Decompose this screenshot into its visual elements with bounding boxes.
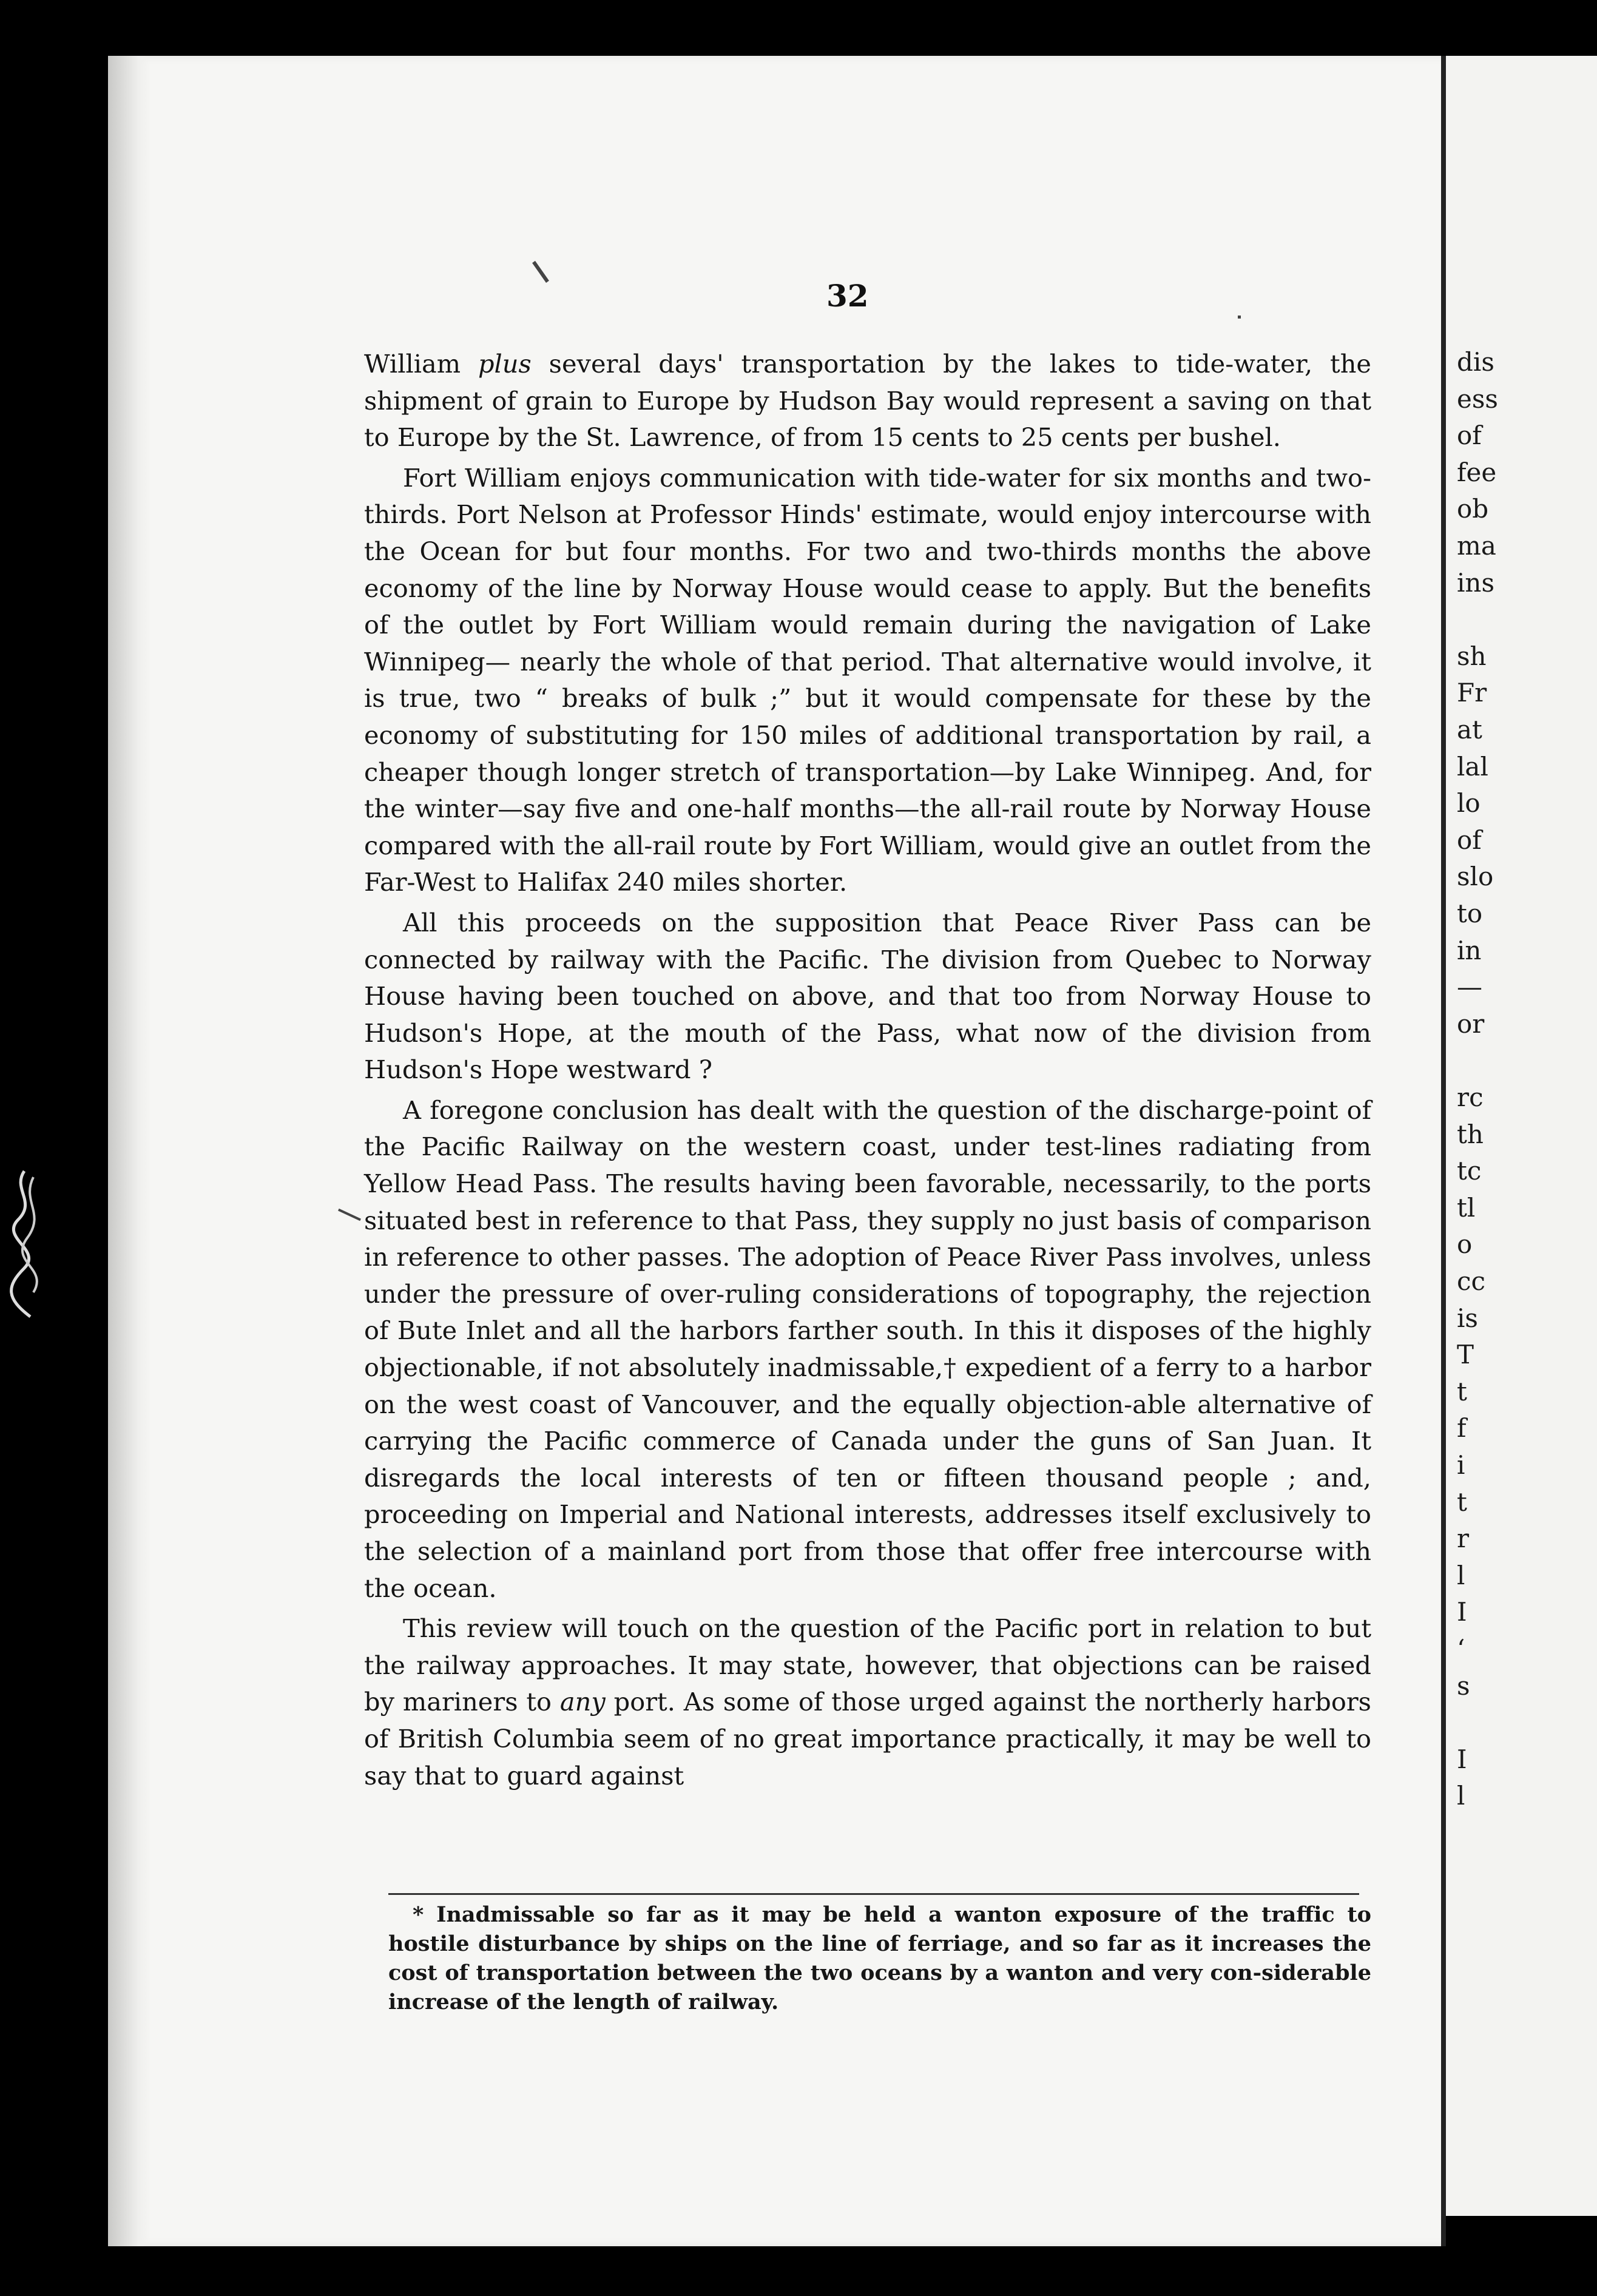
adjacent-page-line: ma [1457,531,1496,561]
adjacent-page-line: l [1457,1781,1465,1811]
edge-scribble [0,1165,55,1323]
adjacent-page-line: to [1457,899,1483,928]
adjacent-page-line: of [1457,825,1482,855]
page-number: 32 [826,278,869,314]
adjacent-page-line: s [1457,1670,1470,1701]
adjacent-page-line: ‘ [1457,1634,1465,1664]
adjacent-page-line: slo [1457,862,1494,892]
adjacent-page-line: rc [1457,1082,1484,1112]
page-gutter [1441,56,1446,2246]
adjacent-page-fragment [1446,56,1597,2216]
body-text [364,346,1371,1794]
paragraph: All this proceeds on the supposition that Peace River Pass can be connected by railway with the Pacific. The division from Quebec to Norway House having been touched on above, and that too from Norway House to Hudson's Hope, at the mouth of the Pass, what now of the division from Hudson's Hope westward ? [364,907,1371,1085]
adjacent-page-line: th [1457,1119,1484,1149]
adjacent-page-line: Fr [1457,678,1487,708]
adjacent-page-line: I [1457,1744,1467,1774]
paragraph: Fort William enjoys communication with tide-water for six months and two-thirds. Port Nelson at Professor Hinds' estimate, would enjoy intercourse with the Ocean for but four months. For two and two-thirds months the above economy of the line by Norway House would cease to apply. But the benefits of the outlet by Fort William would remain during the navigation of Lake Winnipeg— nearly the whole of that period. That alternative would involve, it is true, two “ breaks of bulk ;” but it would compensate for these by the economy of substituting for 150 miles of additional transportation by rail, a cheaper though longer stretch of transportation—by Lake Winnipeg. And, for the winter—say five and one-half months—the all-rail route by Norway House compared with the all-rail route by Fort William, would give an outlet from the Far-West to Halifax 240 miles shorter. [364,462,1371,897]
adjacent-page-line: — [1457,972,1482,1002]
adjacent-page-line: sh [1457,641,1487,671]
adjacent-page-line: ob [1457,494,1489,524]
paragraph: A foregone conclusion has dealt with the question of the discharge-point of the Pacific Railway on the western coast, under test-lines radiating from Yellow Head Pass. The results having been favorable, necessarily, to the ports situated best in reference to that Pass, they supply no just basis of comparison in reference to other passes. The adoption of Peace River Pass involves, unless under the pressure of over-ruling considerations of topography, the rejection of Bute Inlet and all the harbors farther south. In this it disposes of the highly objectionable, if not absolutely inadmissable,† expedient of a ferry to a harbor on the west coast of Vancouver, and the equally objection-able alternative of carrying the Pacific commerce of Canada under the guns of San Juan. It disregards the local interests of ten or fifteen thousand people ; and, proceeding on Imperial and National interests, addresses itself exclusively to the selection of a mainland port from those that offer free intercourse with the ocean. [364,1095,1371,1603]
adjacent-page-line: T [1457,1340,1474,1370]
adjacent-page-line: of [1457,420,1482,451]
adjacent-page-line: dis [1457,347,1494,377]
adjacent-page-line: lal [1457,751,1488,782]
adjacent-page-line: f [1457,1413,1467,1443]
italic-word: any [559,1687,606,1717]
adjacent-page-line: fee [1457,457,1497,487]
footnote: * Inadmissable so far as it may be held a wanton exposure of the traffic to hostile disturbance by ships on the line of ferriage, and so far as it increases the cost of transportation between the two oceans by a wanton and very con-siderable increase of the length of railway. [388,1902,1371,2014]
adjacent-page-line: in [1457,935,1482,965]
adjacent-page-line: ess [1457,383,1498,414]
adjacent-page-line: o [1457,1229,1473,1260]
paragraph: This review will touch on the question of the Pacific port in relation to but the railway approaches. It may state, however, that objections can be raised by mariners to any port. As some of those urged against the northerly harbors of British Columbia seem of no great importance practically, it may be well to say that to guard against [364,1613,1371,1791]
adjacent-page-line: I [1457,1597,1467,1627]
adjacent-page-line: cc [1457,1266,1486,1296]
adjacent-page-line: i [1457,1450,1465,1480]
adjacent-page-line: lo [1457,788,1481,819]
scan-mark [1238,316,1241,319]
adjacent-page-line: tc [1457,1156,1482,1186]
adjacent-page-line: tl [1457,1192,1476,1223]
binding-shadow [108,56,152,2246]
footnote-rule [388,1893,1359,1895]
adjacent-page-line: t [1457,1376,1467,1406]
italic-word: plus [478,349,532,379]
adjacent-page-line: is [1457,1303,1478,1333]
adjacent-page-line: r [1457,1524,1470,1554]
paragraph: William plus several days' transportation by the lakes to tide-water, the shipment of grain to Europe by Hudson Bay would represent a saving on that to Europe by the St. Lawrence, of from 15 cents to 25 cents per bushel. [364,349,1371,453]
adjacent-page-line: at [1457,715,1482,745]
adjacent-page-line: t [1457,1487,1467,1517]
adjacent-page-line: ins [1457,567,1495,598]
adjacent-page-line: l [1457,1560,1465,1590]
adjacent-page-line: or [1457,1008,1485,1039]
scan-border-top [0,0,1597,58]
